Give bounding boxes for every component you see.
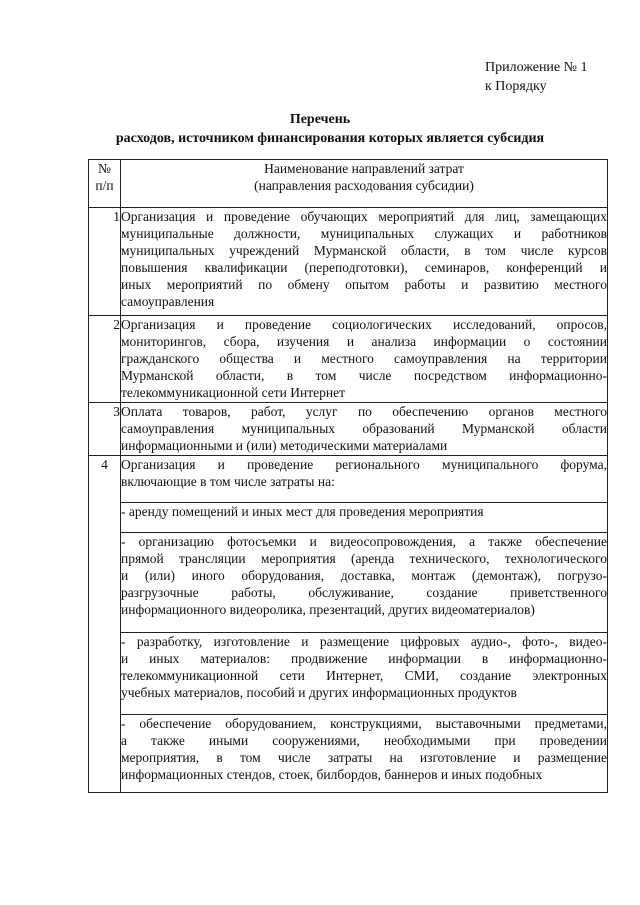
text-line: иных мероприятий по обмену опытом работы и развитию местного bbox=[121, 277, 607, 292]
table-subrow bbox=[89, 503, 608, 533]
header-name bbox=[121, 160, 608, 208]
cost-item bbox=[121, 503, 608, 533]
row-number: 2 bbox=[89, 316, 121, 403]
expenses-table bbox=[88, 159, 608, 793]
appendix-reference: к Порядку bbox=[485, 79, 547, 94]
table-body bbox=[89, 208, 608, 793]
text-line: гражданского общества и местного самоуправления на территории bbox=[121, 351, 607, 366]
row-description bbox=[121, 403, 608, 456]
title-line-2: расходов, источником финансирования которых является субсидия bbox=[115, 131, 545, 146]
text-line: Оплата товаров, работ, услуг по обеспечению органов местного bbox=[121, 404, 607, 419]
text-line: учебных материалов, пособий и других информационных продуктов bbox=[121, 685, 517, 700]
cost-item bbox=[121, 715, 608, 793]
row-number: 4 bbox=[89, 456, 121, 793]
text-line: муниципальные должности, муниципальных служащих и работников bbox=[121, 226, 607, 241]
text-line: прямой трансляции мероприятия (аренда технического, технологического bbox=[121, 551, 607, 566]
text-line: телекоммуникационной сети Интернет, СМИ, создание электронных bbox=[121, 668, 607, 683]
table-subrow bbox=[89, 633, 608, 715]
text-line: - организацию фотосъемки и видеосопровождения, а также обеспечение bbox=[121, 534, 607, 549]
header-number bbox=[89, 160, 121, 208]
table-row bbox=[89, 456, 608, 503]
header-name-line-2: (направления расходования субсидии) bbox=[254, 178, 474, 193]
cost-item bbox=[121, 533, 608, 633]
text-line: и иных материалов: продвижение информации в информационно- bbox=[121, 651, 607, 666]
text-line: мониторингов, сбора, изучения и анализа информации о состоянии bbox=[121, 334, 607, 349]
text-line: мероприятия, в том числе затраты на изготовление и размещение bbox=[121, 750, 607, 765]
document-title bbox=[0, 110, 640, 148]
text-line: телекоммуникационной сети Интернет bbox=[121, 385, 345, 400]
text-line: муниципальных учреждений Мурманской области, в том числе курсов bbox=[121, 243, 607, 258]
table-subrow bbox=[89, 533, 608, 633]
text-line: включающие в том числе затраты на: bbox=[121, 474, 335, 489]
header-number-abbr: п/п bbox=[95, 178, 114, 193]
header-name-line-1: Наименование направлений затрат bbox=[264, 161, 464, 176]
header-number-symbol: № bbox=[98, 161, 111, 176]
text-line: и (или) иного оборудования, доставка, монтаж (демонтаж), погрузо- bbox=[121, 568, 607, 583]
text-line: а также иными сооружениями, необходимыми при проведении bbox=[121, 733, 607, 748]
table-row bbox=[89, 316, 608, 403]
table-row bbox=[89, 403, 608, 456]
text-line: информационных стендов, стоек, билбордов, баннеров и иных подобных bbox=[121, 767, 543, 782]
title-line-1: Перечень bbox=[289, 112, 351, 127]
row-number: 3 bbox=[89, 403, 121, 456]
text-line: информационного видеоролика, презентаций, других видеоматериалов) bbox=[121, 602, 535, 617]
text-line: самоуправления bbox=[121, 294, 215, 309]
text-line: Организация и проведение социологических исследований, опросов, bbox=[121, 317, 607, 332]
row-description bbox=[121, 456, 608, 503]
row-description bbox=[121, 316, 608, 403]
table-subrow bbox=[89, 715, 608, 793]
table-row bbox=[89, 208, 608, 316]
text-line: информационными и (или) методическими материалами bbox=[121, 438, 448, 453]
text-line: самоуправления муниципальных образований Мурманской области bbox=[121, 421, 607, 436]
text-line: Мурманской области, в том числе посредством информационно- bbox=[121, 368, 607, 383]
text-line: Организация и проведение регионального муниципального форума, bbox=[121, 457, 607, 472]
text-line: повышения квалификации (переподготовки), семинаров, конференций и bbox=[121, 260, 607, 275]
text-line: Организация и проведение обучающих мероприятий для лиц, замещающих bbox=[121, 209, 607, 224]
text-line: - аренду помещений и иных мест для проведения мероприятия bbox=[121, 504, 484, 519]
appendix-note bbox=[485, 58, 588, 96]
row-number: 1 bbox=[89, 208, 121, 316]
text-line: - обеспечение оборудованием, конструкциями, выставочными предметами, bbox=[121, 716, 607, 731]
table-header-row bbox=[89, 160, 608, 208]
row-description bbox=[121, 208, 608, 316]
text-line: разгрузочные работы, обслуживание, создание приветственного bbox=[121, 585, 607, 600]
appendix-number: Приложение № 1 bbox=[485, 60, 588, 75]
text-line: - разработку, изготовление и размещение цифровых аудио-, фото-, видео- bbox=[121, 634, 607, 649]
cost-item bbox=[121, 633, 608, 715]
